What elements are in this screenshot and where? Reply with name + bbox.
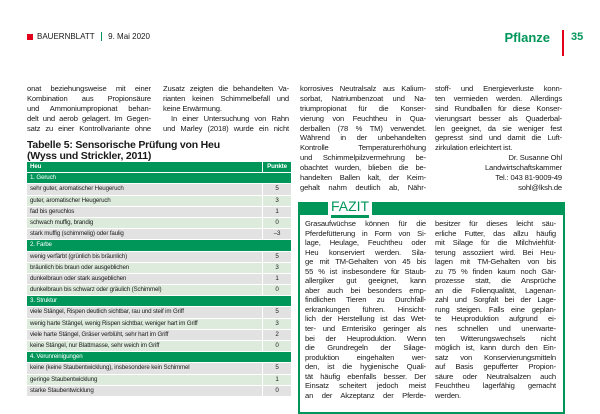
text-line: In einer Untersuchung von Rahn bbox=[171, 113, 289, 123]
table-header-row: Heu Punkte bbox=[27, 162, 291, 172]
text-line: terung assoziiert wird. Bei Heu- bbox=[435, 247, 556, 257]
text-line: mit Silage für die Milchviehfüt- bbox=[435, 238, 556, 248]
text-line: lage, Heulage, Feuchtheu oder bbox=[305, 238, 426, 248]
text-line: delt und aerob gelagert. Im Gegen- bbox=[27, 113, 151, 123]
table-category-row bbox=[27, 240, 291, 250]
text-line: te Heuproduktion aufgrund ei- bbox=[435, 314, 556, 324]
criterion: dunkelbraun bis schwarz oder gräulich (Schimmel) bbox=[27, 285, 262, 295]
text-line: und Schimmelpilzvermehrung be- bbox=[300, 153, 426, 163]
points: 5 bbox=[263, 363, 291, 373]
points: 2 bbox=[263, 330, 291, 340]
text-line: satz zu einer Kontrollvariante ohne bbox=[27, 123, 151, 133]
points: 0 bbox=[263, 341, 291, 351]
text-line: Landwirtschaftskammer bbox=[484, 163, 562, 173]
table-row bbox=[27, 386, 291, 396]
text-line: produktion eingehalten wer- bbox=[305, 352, 426, 362]
points: 0 bbox=[263, 386, 291, 396]
text-line: die Grundregeln der Silage- bbox=[305, 343, 426, 353]
table-row bbox=[27, 341, 291, 351]
text-line: erkrankungen führen. Hinsicht- bbox=[305, 304, 426, 314]
table-row bbox=[27, 207, 291, 217]
points: 5 bbox=[263, 184, 291, 194]
text-line: satz von Konservierungsmitteln bbox=[435, 352, 556, 362]
text-line: an der Akzeptanz der Pferde- bbox=[305, 390, 426, 400]
text-line: nes schnellen und unerwarte- bbox=[435, 324, 556, 334]
table-row bbox=[27, 375, 291, 385]
text-line: allergiker gut geeignet, kann bbox=[305, 276, 426, 286]
article-column-2 bbox=[163, 84, 289, 133]
text-line: vierung von Feuchtheu in Qua- bbox=[300, 113, 426, 123]
text-line: ten Witterungswechsels nicht bbox=[435, 333, 556, 343]
text-line: Während in der unbehandelten bbox=[300, 133, 426, 143]
text-line: stoff- und Energieverluste konn- bbox=[435, 84, 562, 93]
text-line: findlichen Tieren zu Durchfall- bbox=[305, 295, 426, 305]
table-row bbox=[27, 307, 291, 317]
text-line: besitzer für dieses leicht säu- bbox=[435, 219, 556, 228]
table-category-row bbox=[27, 352, 291, 362]
criterion: starke Staubentwicklung bbox=[27, 386, 262, 396]
text-line: handelten Ballen kalt, der Keim- bbox=[300, 173, 426, 183]
text-line: den, ist die hygienische Quali- bbox=[305, 362, 426, 372]
text-line: gepresst sind und damit die Luft- bbox=[435, 133, 562, 143]
criterion: keine (keine Staubentwicklung), insbesondere kein Schimmel bbox=[27, 363, 262, 373]
table-row bbox=[27, 330, 291, 340]
points: 0 bbox=[263, 218, 291, 228]
table-row bbox=[27, 218, 291, 228]
text-line: und Ammoniumpropionat behan- bbox=[27, 103, 151, 113]
points: 3 bbox=[263, 196, 291, 206]
criterion: keine Stängel, nur Blattmasse, sehr weich im Griff bbox=[27, 341, 262, 351]
table-row bbox=[27, 285, 291, 295]
criterion: viele harte Stängel, Gräser verblüht, sehr hart im Griff bbox=[27, 330, 262, 340]
fazit-column-1 bbox=[305, 219, 426, 400]
table-row bbox=[27, 319, 291, 329]
text-line: säure oder Neutralsalzen auch bbox=[435, 371, 556, 381]
text-line: ge mit TM-Gehalten von 45 bis bbox=[305, 257, 426, 267]
text-line: lagen mit TM-Gehalten von bis bbox=[435, 257, 556, 267]
criterion: wenig harte Stängel, wenig Rispen sichtbar, weniger hart im Griff bbox=[27, 319, 262, 329]
table-category-row bbox=[27, 173, 291, 183]
table-row bbox=[27, 196, 291, 206]
criterion: guter, aromatischer Heugeruch bbox=[27, 196, 262, 206]
text-line: lich der Herstellung ist das Wet- bbox=[305, 314, 426, 324]
divider bbox=[101, 32, 103, 41]
text-line: Pferdefütterung in Form von Si- bbox=[305, 228, 426, 238]
criterion: schwach muffig, brandig bbox=[27, 218, 262, 228]
text-line: sind Rundballen für diese Konser- bbox=[435, 103, 562, 113]
table-title: Tabelle 5: Sensorische Prüfung von Heu (Wyss und Strickler, 2011) bbox=[27, 139, 220, 162]
text-line: zu 75 % finden kaum noch Gär- bbox=[435, 266, 556, 276]
criterion: bräunlich bis braun oder ausgeblichen bbox=[27, 263, 262, 273]
criterion: wenig verfärbt (grünlich bis bräunlich) bbox=[27, 252, 262, 262]
text-line: Einsatz scheitert jedoch meist bbox=[305, 381, 426, 391]
text-line: Grasaufwüchse können für die bbox=[305, 219, 426, 228]
table-row bbox=[27, 274, 291, 284]
category-label: 4. Verunreinigungen bbox=[27, 352, 291, 362]
category-label: 3. Struktur bbox=[27, 296, 291, 306]
points: 0 bbox=[263, 285, 291, 295]
points: –3 bbox=[263, 229, 291, 239]
text-line: Feuchtheu lagerfähig gemacht bbox=[435, 381, 556, 391]
criterion: viele Stängel, Rispen deutlich sichtbar, rau und steif im Griff bbox=[27, 307, 262, 317]
criterion: sehr guter, aromatischer Heugeruch bbox=[27, 184, 262, 194]
criterion: geringe Staubentwicklung bbox=[27, 375, 262, 385]
text-line: onat beziehungsweise mit einer bbox=[27, 84, 151, 93]
points: 1 bbox=[263, 375, 291, 385]
text-line: korrosives Neutralsalz aus Kalium- bbox=[300, 84, 426, 93]
text-line: ten vermieden werden. Allerdings bbox=[435, 93, 562, 103]
points: 5 bbox=[263, 252, 291, 262]
text-line: len geeignet, da sie weniger fest bbox=[435, 123, 562, 133]
sensory-table bbox=[27, 162, 291, 397]
criterion: dunkelbraun oder stark ausgeblichen bbox=[27, 274, 262, 284]
text-line: Heu konserviert werden. Sila- bbox=[305, 247, 426, 257]
points: 3 bbox=[263, 319, 291, 329]
red-square-icon bbox=[27, 34, 33, 40]
table-row bbox=[27, 229, 291, 239]
points: 3 bbox=[263, 263, 291, 273]
text-line: möglich ist, kann durch den Ein- bbox=[435, 343, 556, 353]
text-line: und Marley (2018) wurde ein nicht bbox=[163, 123, 289, 133]
issue-date: 9. Mai 2020 bbox=[108, 32, 150, 41]
article-column-3 bbox=[300, 84, 426, 193]
text-line: obachtet wurden, blieben die be- bbox=[300, 163, 426, 173]
points: 1 bbox=[263, 274, 291, 284]
article-column-4 bbox=[435, 84, 562, 193]
text-line: vierungsart besser als Quaderbal- bbox=[435, 113, 562, 123]
text-line: prozesse statt, die Ansprüche bbox=[435, 276, 556, 286]
text-line: derballen (78 % TM) verwendet. bbox=[300, 123, 426, 133]
page-number: 35 bbox=[571, 31, 584, 43]
text-line: rung steigen. Falls eine geplan- bbox=[435, 304, 556, 314]
text-line: an die Folienqualität, Lagenan- bbox=[435, 285, 556, 295]
text-line: keine Erwärmung. bbox=[163, 103, 222, 113]
text-line: 55 % ist insbesondere für Staub- bbox=[305, 266, 426, 276]
text-line: rianten keinen Schimmelbefall und bbox=[163, 93, 289, 103]
section-title: Pflanze bbox=[504, 30, 550, 45]
criterion: fad bis geruchlos bbox=[27, 207, 262, 217]
text-line: tät häufig ebenfalls besser. Der bbox=[305, 371, 426, 381]
text-line: bei der Heuproduktion. Wenn bbox=[305, 333, 426, 343]
article-column-1 bbox=[27, 84, 151, 133]
text-line: Kombination aus Propionsäure bbox=[27, 93, 151, 103]
publication-name: BAUERNBLATT bbox=[37, 32, 95, 41]
text-line: Dr. Susanne Ohl bbox=[508, 153, 562, 163]
table-row bbox=[27, 363, 291, 373]
text-line: werden. bbox=[435, 390, 461, 400]
text-line: sorbat, Natriumbenzoat und Na- bbox=[300, 93, 426, 103]
text-line: Kontrolle Temperaturerhöhung bbox=[300, 143, 426, 153]
text-line: gehalt nahm deutlich ab, Nähr- bbox=[300, 182, 426, 192]
fazit-column-2 bbox=[435, 219, 556, 400]
table-row bbox=[27, 263, 291, 273]
text-line: aber auch bei besonders emp- bbox=[305, 285, 426, 295]
table-category-row bbox=[27, 296, 291, 306]
points: 5 bbox=[263, 307, 291, 317]
text-line: ter- und Ernterisiko geringer als bbox=[305, 324, 426, 334]
text-line: Tel.: 043 81-9009-49 bbox=[495, 173, 562, 183]
category-label: 1. Geruch bbox=[27, 173, 291, 183]
page-header bbox=[27, 32, 150, 41]
text-line: zahl und Sorgfalt bei der Lage- bbox=[435, 295, 556, 305]
text-line: zirkulation erleichtert ist. bbox=[435, 143, 513, 153]
text-line: sohl@lksh.de bbox=[518, 182, 562, 192]
text-line: triumpropionat für die Konser- bbox=[300, 103, 426, 113]
points: 1 bbox=[263, 207, 291, 217]
criterion: stark muffig (schimmelig) oder faulig bbox=[27, 229, 262, 239]
text-line: Zusatz zeigten die behandelten Va- bbox=[163, 84, 289, 93]
text-line: erliche Futter, das allzu häufig bbox=[435, 228, 556, 238]
table-row bbox=[27, 184, 291, 194]
divider bbox=[562, 30, 564, 56]
fazit-title: FAZIT bbox=[328, 198, 372, 215]
category-label: 2. Farbe bbox=[27, 240, 291, 250]
text-line: auf Basis gepufferter Propion- bbox=[435, 362, 556, 372]
table-row bbox=[27, 252, 291, 262]
